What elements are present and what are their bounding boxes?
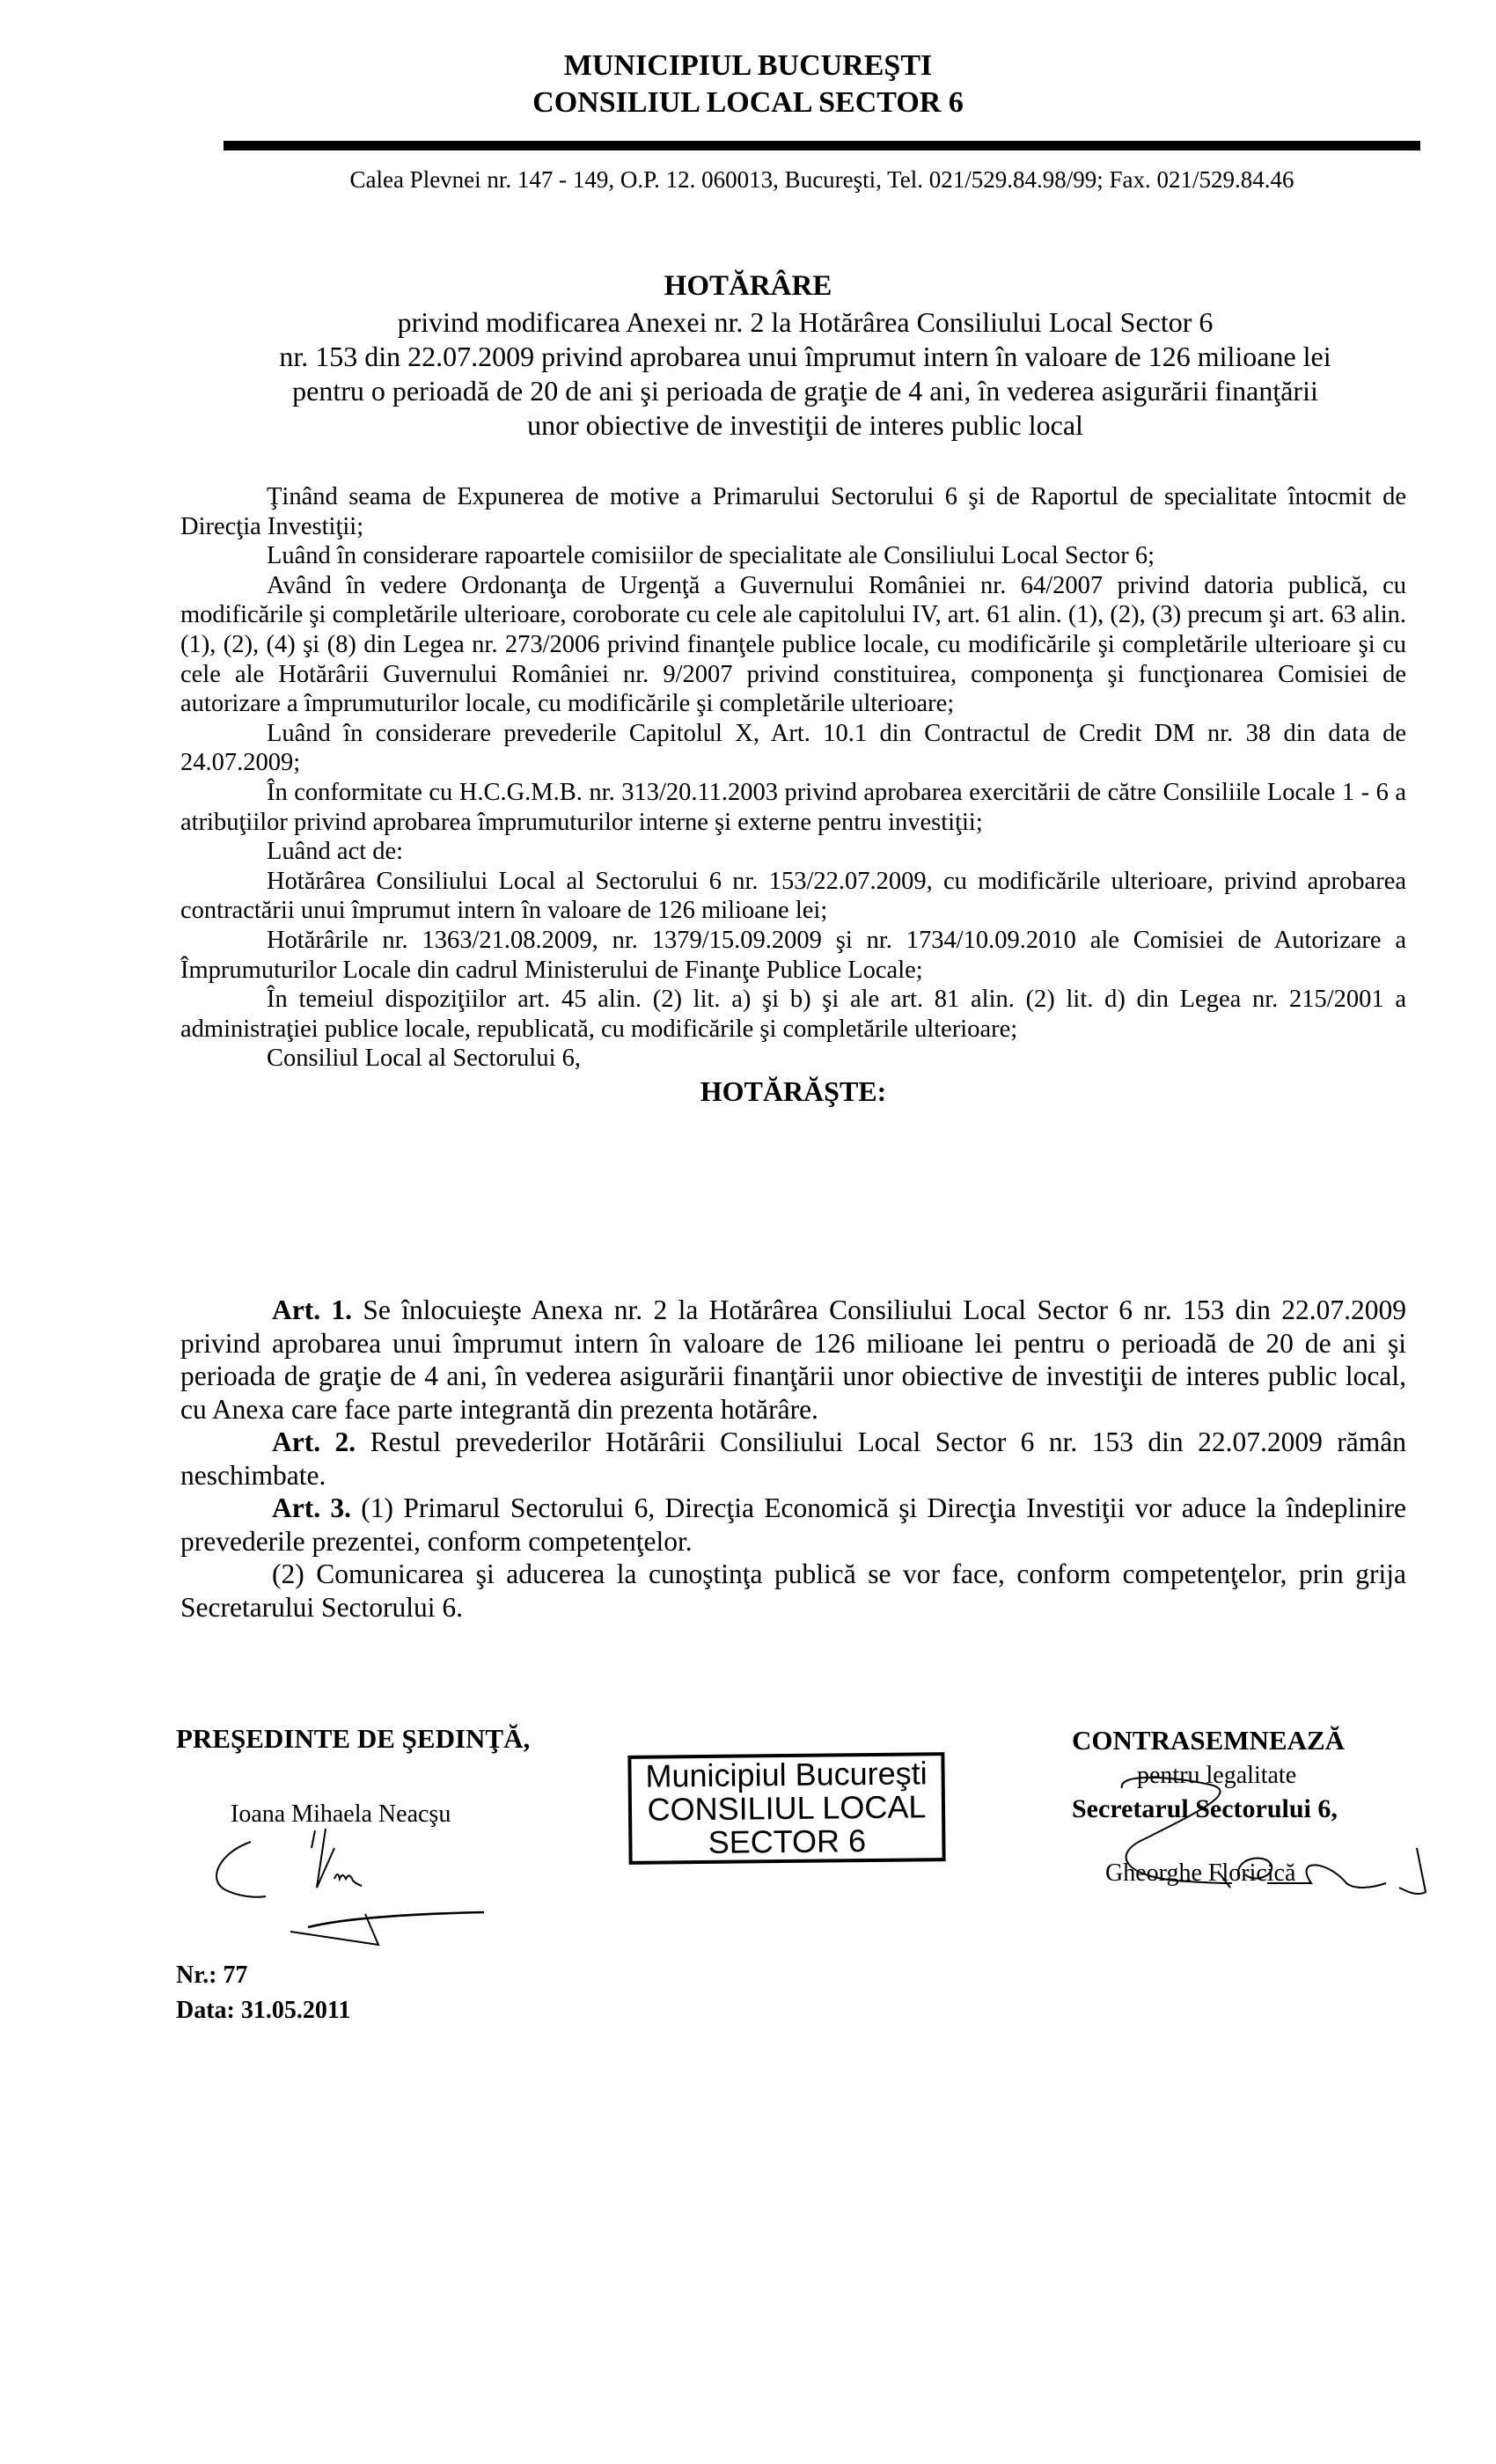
article-label: Art. 1.: [272, 1294, 353, 1325]
preamble-paragraph: Luând în considerare prevederile Capitolul X, Art. 10.1 din Contractul de Credit DM nr. 38 din data de 24.07.2009;: [180, 719, 1406, 777]
institution-name: MUNICIPIUL BUCUREŞTI: [563, 49, 933, 82]
council-name: CONSILIUL LOCAL SECTOR 6: [532, 86, 964, 119]
preamble-paragraph: Hotărârile nr. 1363/21.08.2009, nr. 1379/15.09.2009 şi nr. 1734/10.09.2010 ale Comisiei de Autorizare a Împrumuturilor Locale din cadrul Ministerului de Finanţe Publice Locale;: [180, 926, 1406, 984]
preamble-paragraph: Luând act de:: [267, 838, 404, 866]
chair-name: Ioana Mihaela Neacşu: [231, 1800, 451, 1828]
articles: [180, 1294, 1406, 1624]
secretary-signature-icon: [1091, 1751, 1443, 1874]
article-text: (1) Primarul Sectorului 6, Direcţia Economică şi Direcţia Investiţii vor aduce la îndeplinire prevederile prezentei, conform competenţelor.: [180, 1492, 1406, 1557]
article-text: (2) Comunicarea şi aducerea la cunoştinţa publică se vor face, conform competenţelor, prin grija Secretarului Sectorului 6.: [180, 1558, 1406, 1623]
subtitle-line: privind modificarea Anexei nr. 2 la Hotărârea Consiliului Local Sector 6: [397, 306, 1214, 338]
preamble-paragraph: Având în vedere Ordonanţa de Urgenţă a Guvernului României nr. 64/2007 privind datoria publică, cu modificările şi completările ulterioare, coroborate cu cele ale capitolului IV, art. 61 alin. (1), (2), (3) precum şi art. 63 alin. (1), (2), (4) şi (8) din Legea nr. 273/2006 privind finanţele publice locale, cu modificările şi completările ulterioare şi cu cele ale Hotărârii Guvernului României nr. 9/2007 privind constituirea, componenţa şi funcţionarea Comisiei de autorizare a împrumuturilor locale, cu modificările şi completările ulterioare;: [180, 571, 1406, 718]
subtitle-line: nr. 153 din 22.07.2009 privind aprobarea unui împrumut intern în valoare de 126 milioane lei: [279, 341, 1331, 372]
header-rule: [224, 141, 1420, 150]
stamp-line: CONSILIUL LOCAL: [647, 1788, 927, 1828]
preamble-paragraph: Ţinând seama de Expunerea de motive a Primarului Sectorului 6 şi de Raportul de specialitate întocmit de Direcţia Investiţii;: [180, 483, 1406, 540]
article: [180, 1294, 1406, 1426]
article-label: Art. 2.: [272, 1426, 356, 1457]
chair-title: PREŞEDINTE DE ŞEDINŢĂ,: [176, 1723, 531, 1754]
decision-number: Nr.: 77: [176, 1962, 248, 1989]
article-paragraph: [180, 1558, 1406, 1624]
preamble-paragraph: Hotărârea Consiliului Local al Sectorului 6 nr. 153/22.07.2009, cu modificările ulterioare, privind aprobarea contractării unui împrumut intern în valoare de 126 milioane lei;: [180, 867, 1406, 925]
preamble-paragraph: Consiliul Local al Sectorului 6,: [267, 1045, 581, 1073]
secretary-role: Secretarul Sectorului 6,: [1072, 1794, 1338, 1823]
countersign-subtitle: pentru legalitate: [1137, 1762, 1297, 1789]
stamp-line: SECTOR 6: [708, 1822, 867, 1860]
secretary-name: Gheorghe Floricică: [1105, 1859, 1296, 1887]
countersign-title: CONTRASEMNEAZĂ: [1072, 1725, 1346, 1756]
preamble: [180, 482, 1406, 1109]
preamble-paragraph: În temeiul dispoziţiilor art. 45 alin. (2) lit. a) şi b) şi ale art. 81 alin. (2) lit. d) din Legea nr. 215/2001 a administraţiei publice locale, republicată, cu modificările şi completările ulterioare;: [180, 986, 1406, 1043]
article: [180, 1426, 1406, 1492]
council-stamp: [627, 1752, 945, 1865]
stamp-line: Municipiul Bucureşti: [645, 1755, 928, 1794]
chair-signature-icon: [202, 1826, 493, 1976]
decision-heading: HOTĂRĂŞTE:: [700, 1074, 887, 1107]
decision-date: Data: 31.05.2011: [176, 1997, 351, 2024]
subtitle-line: pentru o perioadă de 20 de ani şi perioada de graţie de 4 ani, în vederea asigurării finanţării: [292, 375, 1318, 407]
article-label: Art. 3.: [272, 1492, 352, 1523]
preamble-paragraph: Luând în considerare rapoartele comisiilor de specialitate ale Consiliului Local Sector 6;: [267, 542, 1155, 570]
subtitle-line: unor obiective de investiţii de interes public local: [527, 409, 1083, 441]
article-text: Restul prevederilor Hotărârii Consiliului Local Sector 6 nr. 153 din 22.07.2009 rămân neschimbate.: [180, 1426, 1406, 1491]
document-subtitle: [194, 305, 1417, 443]
article: [180, 1492, 1406, 1558]
preamble-paragraph: În conformitate cu H.C.G.M.B. nr. 313/20.11.2003 privind aprobarea exercitării de către Consiliile Locale 1 - 6 a atribuţiilor privind aprobarea împrumuturilor interne şi externe pentru investiţii;: [180, 778, 1406, 836]
article-text: Se înlocuieşte Anexa nr. 2 la Hotărârea Consiliului Local Sector 6 nr. 153 din 22.07.2009 privind aprobarea unui împrumut intern în valoare de 126 milioane lei pentru o perioadă de 20 de ani şi perioada de graţie de 4 ani, în vederea asigurării finanţării unor obiective de investiţii de interes public local, cu Anexa care face parte integrantă din prezenta hotărâre.: [180, 1294, 1406, 1425]
document-title: HOTĂRÂRE: [664, 270, 832, 302]
contact-address: Calea Plevnei nr. 147 - 149, O.P. 12. 060013, Bucureşti, Tel. 021/529.84.98/99; Fax. 021/529.84.46: [349, 166, 1294, 193]
